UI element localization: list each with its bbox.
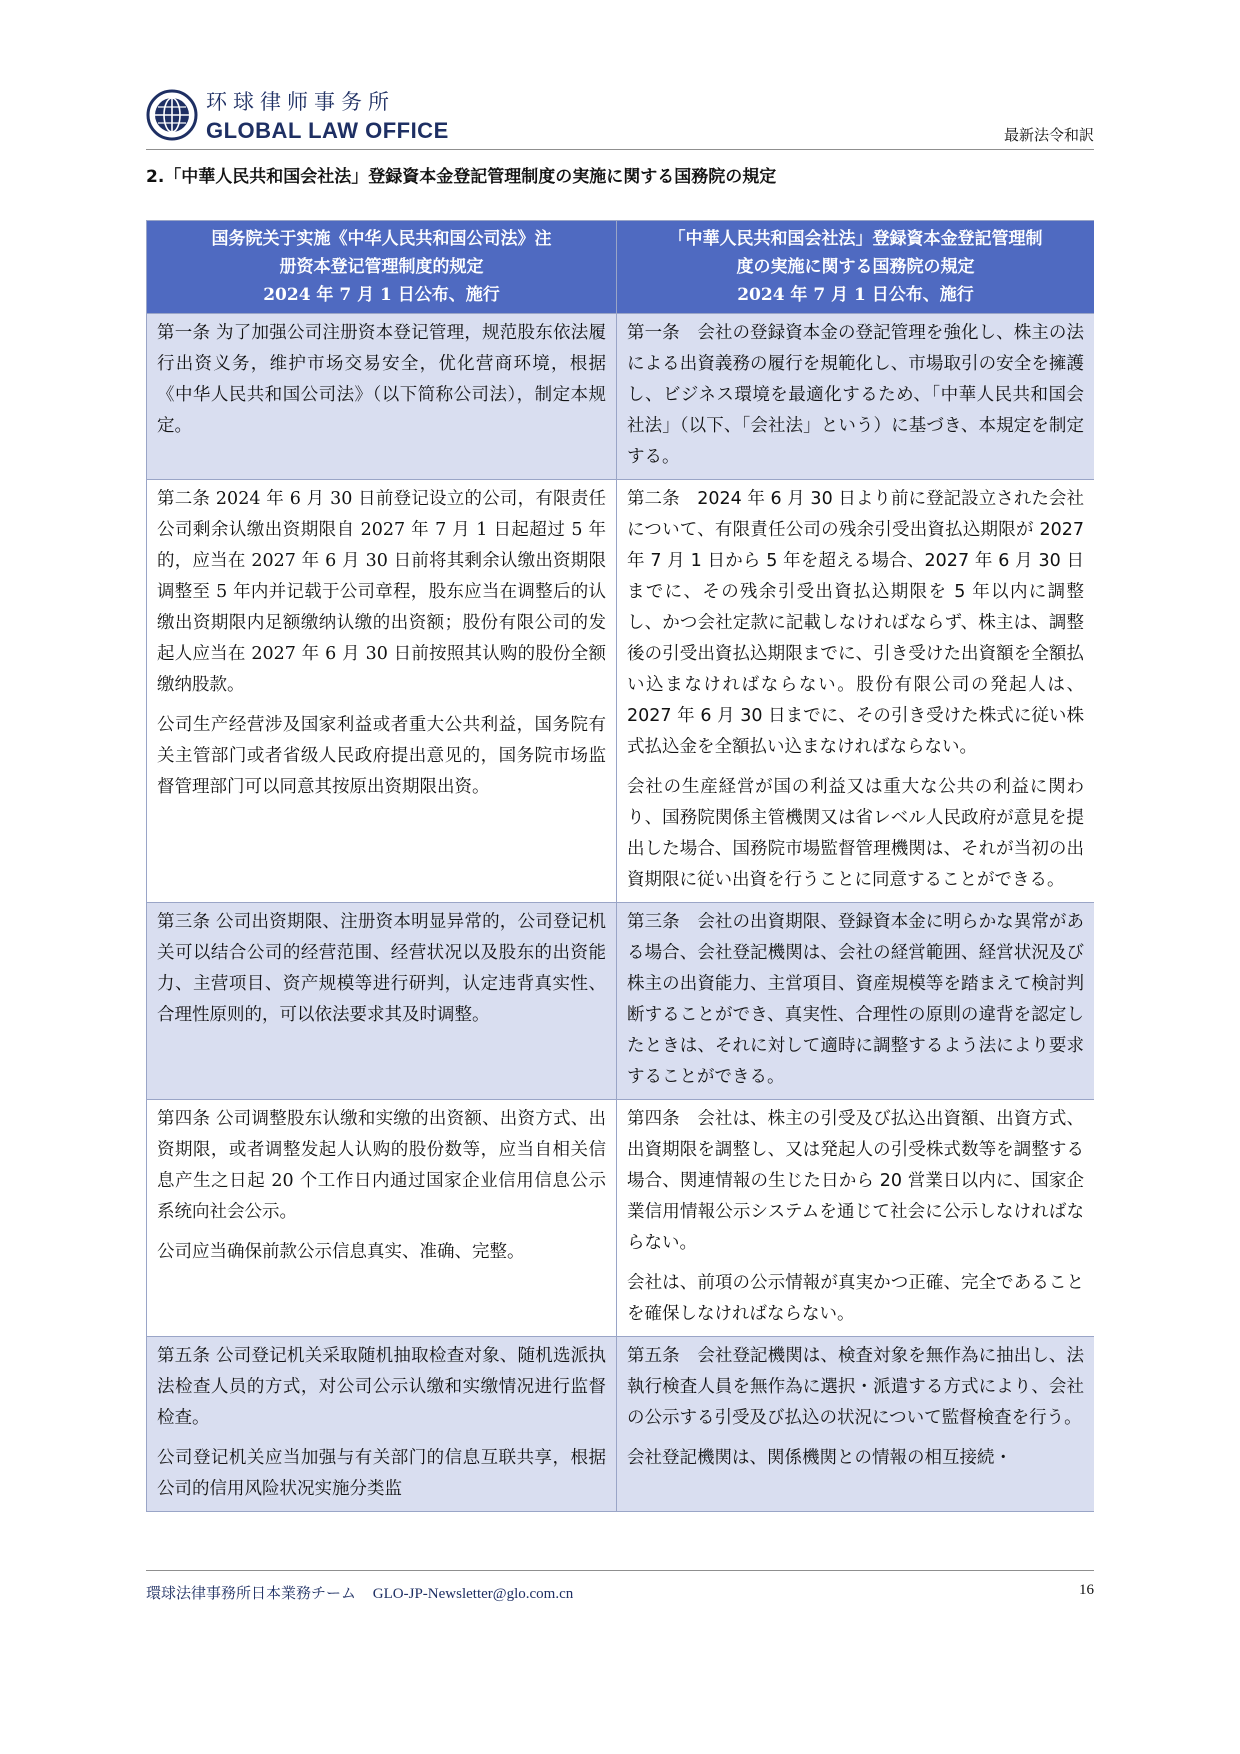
table-row-article-5 bbox=[147, 1337, 1095, 1512]
cell-chinese bbox=[147, 480, 617, 903]
cell-chinese bbox=[147, 314, 617, 480]
cell-japanese bbox=[617, 1337, 1095, 1512]
cell-chinese bbox=[147, 903, 617, 1100]
section-title: 2.「中華人民共和国会社法」登録資本金登記管理制度の実施に関する国務院の規定 bbox=[146, 167, 777, 187]
footer-team-name: 環球法律事務所日本業務チーム bbox=[146, 1584, 357, 1602]
article-text: 第一条 会社の登録資本金の登記管理を強化し、株主の法による出資義務の履行を規範化し、市場取引の安全を擁護し、ビジネス環境を最適化するため、「中華人民共和国会社法」（以下、「会社法」という）に基づき、本規定を制定する。 bbox=[627, 323, 1084, 467]
header-cn-line-3: 2024 年 7 月 1 日公布、施行 bbox=[263, 285, 500, 305]
table-header-row bbox=[147, 221, 1095, 314]
firm-name-chinese: 环球律师事务所 bbox=[206, 90, 395, 114]
header-jp-line-2: 度の実施に関する国務院の規定 bbox=[736, 257, 975, 277]
article-text: 第二条 2024 年 6 月 30 日前登记设立的公司，有限责任公司剩余认缴出资期限自 2027 年 7 月 1 日起超过 5 年的，应当在 2027 年 6 月 30 日前将其剩余认缴出资期限调整至 5 年内并记载于公司章程，股东应当在调整后的认缴出资期限内足额缴纳认缴的出资额；股份有限公司的发起人应当在 2027 年 6 月 30 日前按照其认购的股份全额缴纳股款。 bbox=[157, 489, 606, 695]
firm-name-english: GLOBAL LAW OFFICE bbox=[206, 118, 449, 143]
cell-japanese bbox=[617, 903, 1095, 1100]
article-text: 第五条 会社登記機関は、検査対象を無作為に抽出し、法執行検査人員を無作為に選択・派遣する方式により、会社の公示する引受及び払込の状況について監督検査を行う。 bbox=[627, 1346, 1084, 1428]
globe-logo-icon bbox=[146, 89, 198, 141]
table-row-article-3 bbox=[147, 903, 1095, 1100]
table-row-article-4 bbox=[147, 1100, 1095, 1337]
cell-chinese bbox=[147, 1100, 617, 1337]
header-jp-line-1: 「中華人民共和国会社法」登録資本金登記管理制 bbox=[668, 229, 1043, 249]
cell-chinese bbox=[147, 1337, 617, 1512]
comparison-table bbox=[146, 220, 1094, 1512]
cell-japanese bbox=[617, 480, 1095, 903]
article-text: 第三条 会社の出資期限、登録資本金に明らかな異常がある場合、会社登記機関は、会社の経営範囲、経営状況及び株主の出資能力、主営項目、資産規模等を踏まえて検討判断することができ、真実性、合理性の原則の違背を認定したときは、それに対して適時に調整するよう法により要求することができる。 bbox=[627, 912, 1084, 1087]
table-row-article-2 bbox=[147, 480, 1095, 903]
article-text: 会社は、前項の公示情報が真実かつ正確、完全であることを確保しなければならない。 bbox=[627, 1273, 1084, 1324]
footer-email-link[interactable]: GLO-JP-Newsletter@glo.com.cn bbox=[372, 1586, 574, 1602]
header-jp-line-3: 2024 年 7 月 1 日公布、施行 bbox=[737, 285, 974, 305]
table-row-article-1 bbox=[147, 314, 1095, 480]
article-text: 第二条 2024 年 6 月 30 日より前に登記設立された会社について、有限責任公司の残余引受出資払込期限が 2027 年 7 月 1 日から 5 年を超える場合、2027 年 6 月 30 日までに、その残余引受出資払込期限を 5 年以内に調整し、かつ会社定款に記載しなければならず、株主は、調整後の引受出資払込期限までに、引き受けた出資額を全額払い込まなければならない。股份有限公司の発起人は、2027 年 6 月 30 日までに、その引き受けた株式に従い株式払込金を全額払い込まなければならない。 bbox=[627, 489, 1084, 757]
article-text: 公司登记机关应当加强与有关部门的信息互联共享，根据公司的信用风险状况实施分类监 bbox=[157, 1448, 606, 1499]
header-chinese bbox=[147, 221, 617, 314]
article-text: 会社の生産経営が国の利益又は重大な公共の利益に関わり、国務院関係主管機関又は省レベル人民政府が意見を提出した場合、国務院市場監督管理機関は、それが当初の出資期限に従い出資を行うことに同意することができる。 bbox=[627, 777, 1084, 890]
article-text: 第三条 公司出资期限、注册资本明显异常的，公司登记机关可以结合公司的经营范围、经营状况以及股东的出资能力、主营项目、资产规模等进行研判，认定违背真实性、合理性原则的，可以依法要求其及时调整。 bbox=[157, 912, 606, 1025]
article-text: 公司应当确保前款公示信息真实、准确、完整。 bbox=[157, 1242, 525, 1262]
header-divider bbox=[146, 149, 1094, 150]
footer-divider bbox=[146, 1570, 1094, 1571]
page-number: 16 bbox=[1079, 1582, 1094, 1598]
cell-japanese bbox=[617, 1100, 1095, 1337]
header-japanese bbox=[617, 221, 1095, 314]
comparison-table-container bbox=[146, 220, 1094, 1547]
firm-logo bbox=[146, 80, 449, 150]
article-text: 公司生产经营涉及国家利益或者重大公共利益，国务院有关主管部门或者省级人民政府提出意见的，国务院市场监督管理部门可以同意其按原出资期限出资。 bbox=[157, 715, 606, 797]
article-text: 第四条 会社は、株主の引受及び払込出資額、出資方式、出資期限を調整し、又は発起人の引受株式数等を調整する場合、関連情報の生じた日から 20 営業日以内に、国家企業信用情報公示システムを通じて社会に公示しなければならない。 bbox=[627, 1109, 1084, 1253]
article-text: 会社登記機関は、関係機関との情報の相互接続・ bbox=[627, 1448, 1012, 1468]
article-text: 第五条 公司登记机关采取随机抽取检查对象、随机选派执法检查人员的方式，对公司公示认缴和实缴情况进行监督检查。 bbox=[157, 1346, 606, 1428]
header-cn-line-1: 国务院关于实施《中华人民共和国公司法》注 bbox=[211, 229, 552, 249]
header-cn-line-2: 册资本登记管理制度的规定 bbox=[279, 257, 484, 277]
page-header bbox=[146, 80, 1094, 150]
article-text: 第四条 公司调整股东认缴和实缴的出资额、出资方式、出资期限，或者调整发起人认购的股份数等，应当自相关信息产生之日起 20 个工作日内通过国家企业信用信息公示系统向社会公示。 bbox=[157, 1109, 606, 1222]
document-label: 最新法令和訳 bbox=[1003, 126, 1094, 144]
article-text: 第一条 为了加强公司注册资本登记管理，规范股东依法履行出资义务，维护市场交易安全，优化营商环境，根据《中华人民共和国公司法》（以下简称公司法），制定本规定。 bbox=[157, 323, 606, 436]
cell-japanese bbox=[617, 314, 1095, 480]
